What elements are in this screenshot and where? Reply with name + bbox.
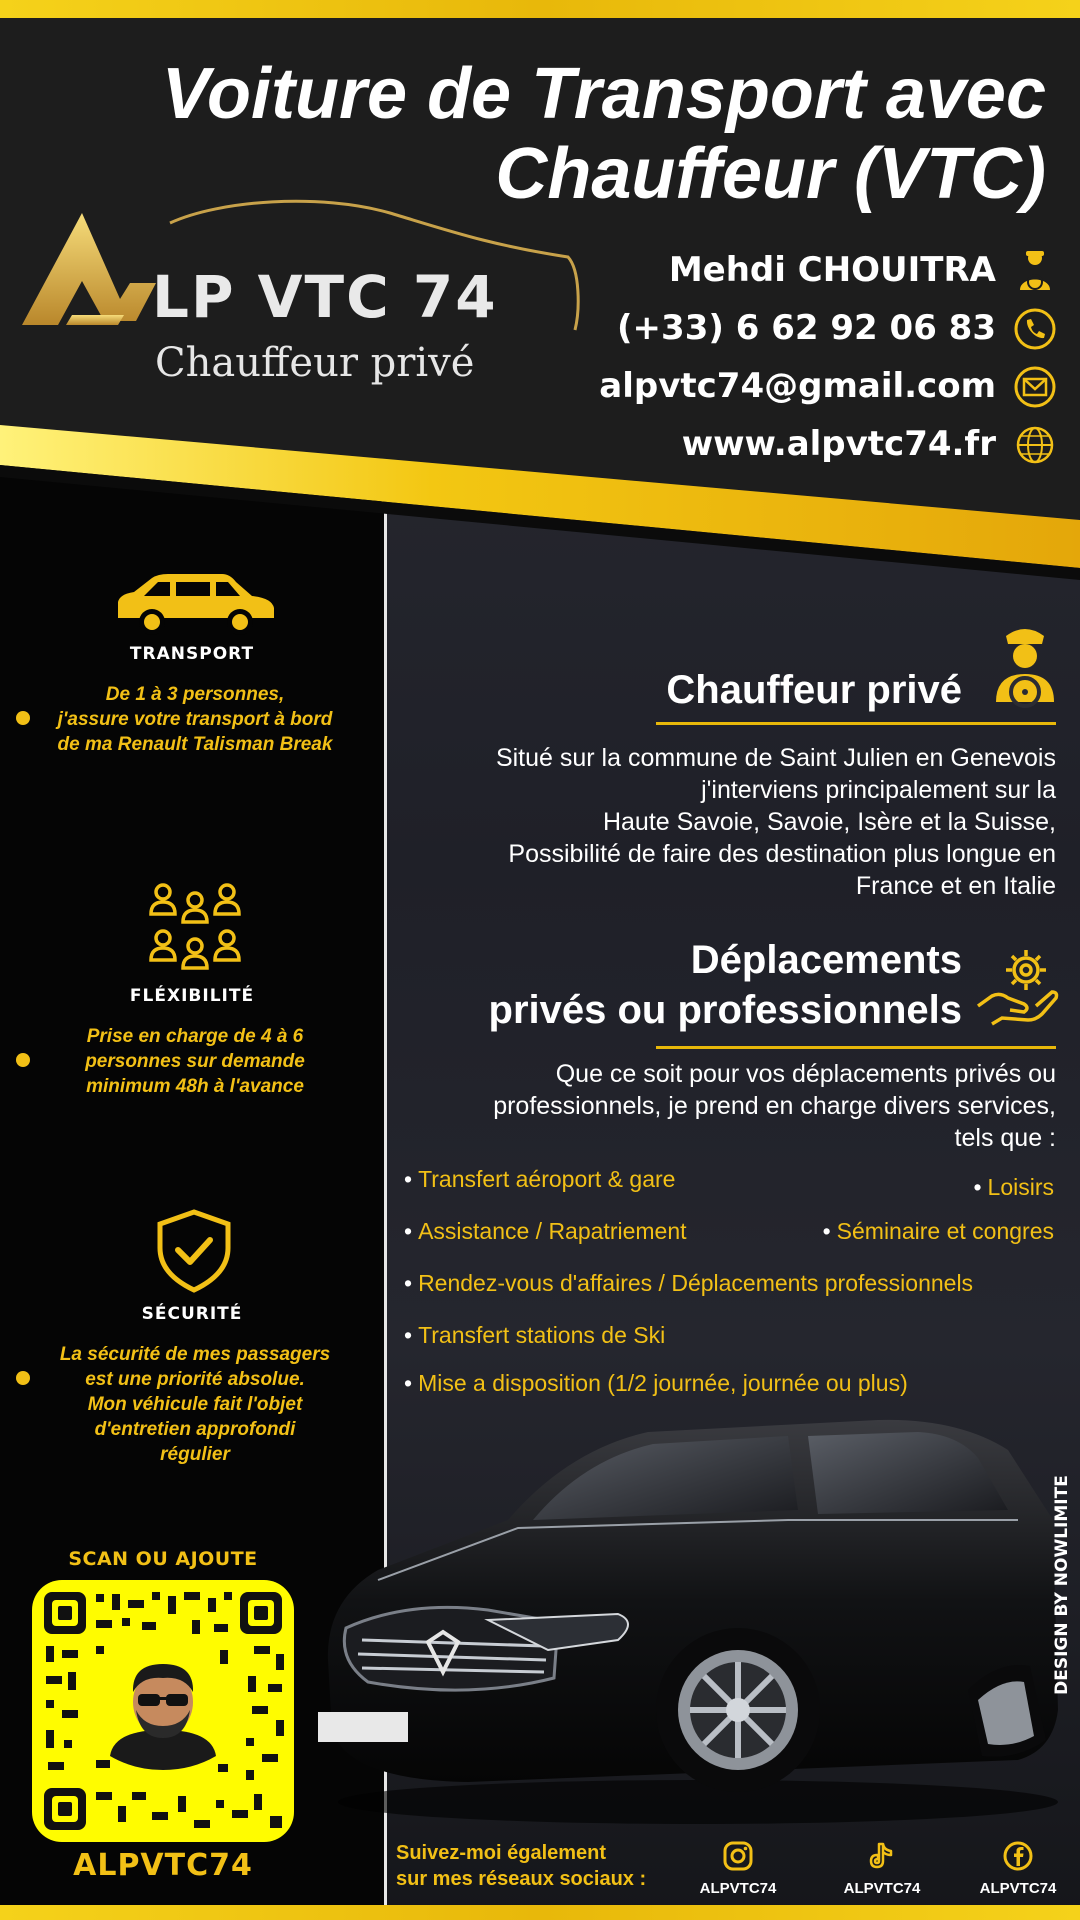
section-title-chauffeur: Chauffeur privé bbox=[666, 668, 962, 712]
tiktok-handle[interactable]: ALPVTC74 bbox=[843, 1880, 921, 1897]
contact-name: Mehdi CHOUITRA bbox=[668, 250, 996, 290]
company-logo bbox=[20, 195, 580, 405]
instagram-handle[interactable]: ALPVTC74 bbox=[699, 1880, 777, 1897]
snapchat-handle[interactable]: ALPVTC74 bbox=[73, 1848, 253, 1883]
service-item-airport: • Transfert aéroport & gare bbox=[404, 1166, 676, 1192]
chauffeur-driver-icon bbox=[992, 622, 1058, 712]
snapcode-qr[interactable] bbox=[32, 1580, 294, 1842]
renault-talisman-car-image bbox=[318, 1410, 1058, 1830]
logo-tagline: Chauffeur privé bbox=[155, 340, 475, 386]
phone-icon bbox=[1012, 306, 1058, 352]
feature-text-transport: De 1 à 3 personnes, j'assure votre transport à bord de ma Renault Talisman Break bbox=[57, 684, 333, 755]
shield-check-icon bbox=[156, 1208, 232, 1294]
instagram-icon[interactable] bbox=[722, 1840, 754, 1872]
deplacements-description: Que ce soit pour vos déplacements privés ou professionnels, je prend en charge divers services, tels que : bbox=[493, 1060, 1056, 1152]
bullet-dot bbox=[16, 711, 30, 725]
social-follow-text: Suivez-moi également sur mes réseaux sociaux : bbox=[396, 1842, 647, 1890]
facebook-icon[interactable] bbox=[1002, 1840, 1034, 1872]
tiktok-icon[interactable] bbox=[866, 1840, 898, 1872]
section-underline bbox=[656, 722, 1056, 725]
service-item-seminaire: • Séminaire et congres bbox=[822, 1218, 1054, 1244]
facebook-handle[interactable]: ALPVTC74 bbox=[979, 1880, 1057, 1897]
service-item-affaires: • Rendez-vous d'affaires / Déplacements professionnels bbox=[404, 1270, 974, 1296]
feature-text-security: La sécurité de mes passagers est une priorité absolue. Mon véhicule fait l'objet d'entretien approfondi régulier bbox=[59, 1344, 331, 1465]
design-credit: DESIGN BY NOWLIMITE bbox=[1052, 1475, 1072, 1695]
section-title-deplacements-line2: privés ou professionnels bbox=[488, 988, 962, 1032]
car-icon bbox=[112, 572, 278, 638]
feature-heading-security: SÉCURITÉ bbox=[141, 1304, 243, 1324]
chauffeur-icon bbox=[1012, 248, 1058, 294]
bullet-dot bbox=[16, 1371, 30, 1385]
top-gold-bar bbox=[0, 0, 1080, 18]
feature-heading-flexibility: FLÉXIBILITÉ bbox=[129, 986, 255, 1006]
contact-email[interactable]: alpvtc74@gmail.com bbox=[599, 366, 996, 406]
gear-hand-icon bbox=[974, 944, 1060, 1030]
group-icon bbox=[145, 882, 245, 974]
page-title-line1: Voiture de Transport avec bbox=[161, 54, 1046, 134]
section-title-deplacements-line1: Déplacements bbox=[690, 938, 962, 982]
page-title-line2: Chauffeur (VTC) bbox=[495, 134, 1046, 214]
service-item-disposition: • Mise a disposition (1/2 journée, journée ou plus) bbox=[404, 1370, 908, 1396]
service-item-ski: • Transfert stations de Ski bbox=[404, 1322, 666, 1348]
section-underline bbox=[656, 1046, 1056, 1049]
contact-phone[interactable]: (+33) 6 62 92 06 83 bbox=[617, 308, 996, 348]
feature-heading-transport: TRANSPORT bbox=[129, 644, 255, 664]
bottom-gold-bar bbox=[0, 1905, 1080, 1920]
globe-icon bbox=[1012, 422, 1058, 468]
contact-website[interactable]: www.alpvtc74.fr bbox=[681, 424, 996, 464]
service-item-loisirs: • Loisirs bbox=[973, 1174, 1054, 1200]
bullet-dot bbox=[16, 1053, 30, 1067]
chauffeur-description: Situé sur la commune de Saint Julien en Genevois j'interviens principalement sur la Haute Savoie, Savoie, Isère et la Suisse, Possibilité de faire des destination plus longue en France et en Italie bbox=[495, 744, 1056, 900]
feature-text-flexibility: Prise en charge de 4 à 6 personnes sur demande minimum 48h à l'avance bbox=[85, 1026, 305, 1097]
logo-brand-text: LP VTC 74 bbox=[152, 263, 498, 331]
mail-icon bbox=[1012, 364, 1058, 410]
qr-heading: SCAN OU AJOUTE bbox=[68, 1548, 258, 1570]
service-item-assistance: • Assistance / Rapatriement bbox=[404, 1218, 687, 1244]
